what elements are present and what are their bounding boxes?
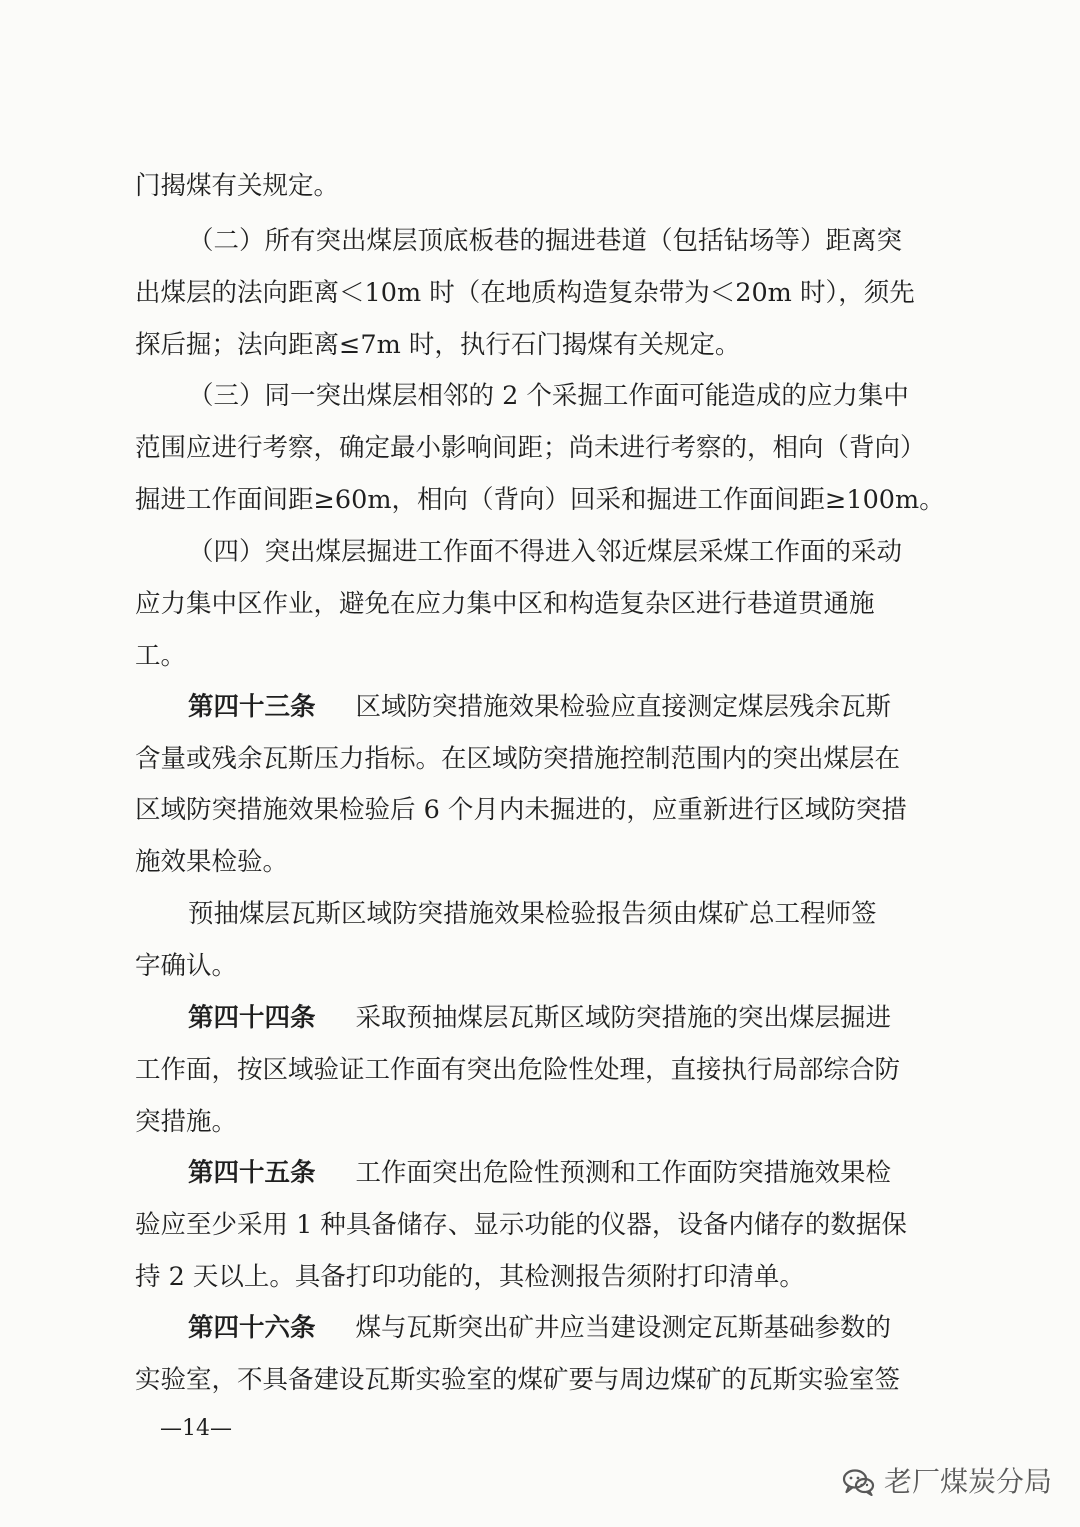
text-line: 范围应进行考察，确定最小影响间距；尚未进行考察的，相向（背向） [135, 433, 926, 463]
article-text: 煤与瓦斯突出矿井应当建设测定瓦斯基础参数的 [355, 1313, 892, 1343]
text-line: 持 2 天以上。具备打印功能的，其检测报告须附打印清单。 [135, 1262, 805, 1292]
watermark [842, 1462, 1052, 1502]
text-line: 工。 [135, 641, 187, 671]
text-line: 探后掘；法向距离≤7m 时，执行石门揭煤有关规定。 [135, 330, 741, 360]
text-line: 突措施。 [135, 1107, 238, 1137]
article-title: 第四十三条 [188, 692, 316, 722]
text-line: （二）所有突出煤层顶底板巷的掘进巷道（包括钻场等）距离突 [188, 226, 903, 256]
article-line [188, 1308, 891, 1348]
text-line: 掘进工作面间距≥60m，相向（背向）回采和掘进工作面间距≥100m。 [135, 485, 945, 515]
page-number: —14— [160, 1416, 232, 1441]
text-line: （三）同一突出煤层相邻的 2 个采掘工作面可能造成的应力集中 [188, 381, 909, 411]
text-line: 出煤层的法向距离＜10m 时（在地质构造复杂带为＜20m 时），须先 [135, 278, 915, 308]
article-title: 第四十四条 [188, 1003, 316, 1033]
text-line: 工作面，按区域验证工作面有突出危险性处理，直接执行局部综合防 [135, 1055, 901, 1085]
text-line: （四）突出煤层掘进工作面不得进入邻近煤层采煤工作面的采动 [188, 537, 903, 567]
watermark-text: 老厂煤炭分局 [884, 1465, 1053, 1498]
article-text: 采取预抽煤层瓦斯区域防突措施的突出煤层掘进 [355, 1003, 892, 1033]
wechat-icon [842, 1468, 876, 1496]
text-line: 施效果检验。 [135, 847, 289, 877]
text-line: 含量或残余瓦斯压力指标。在区域防突措施控制范围内的突出煤层在 [135, 744, 901, 774]
text-line: 预抽煤层瓦斯区域防突措施效果检验报告须由煤矿总工程师签 [188, 899, 877, 929]
text-line: 实验室，不具备建设瓦斯实验室的煤矿要与周边煤矿的瓦斯实验室签 [135, 1365, 901, 1395]
article-text: 区域防突措施效果检验应直接测定煤层残余瓦斯 [355, 692, 892, 722]
article-line [188, 998, 891, 1038]
article-line [188, 1153, 891, 1193]
article-text: 工作面突出危险性预测和工作面防突措施效果检 [355, 1158, 892, 1188]
text-line: 验应至少采用 1 种具备储存、显示功能的仪器，设备内储存的数据保 [135, 1210, 907, 1240]
article-line [188, 687, 891, 727]
text-line: 区域防突措施效果检验后 6 个月内未掘进的，应重新进行区域防突措 [135, 795, 907, 825]
text-line: 应力集中区作业，避免在应力集中区和构造复杂区进行巷道贯通施 [135, 589, 875, 619]
article-title: 第四十六条 [188, 1313, 316, 1343]
text-line: 字确认。 [135, 951, 238, 981]
text-line: 门揭煤有关规定。 [135, 171, 340, 201]
article-title: 第四十五条 [188, 1158, 316, 1188]
